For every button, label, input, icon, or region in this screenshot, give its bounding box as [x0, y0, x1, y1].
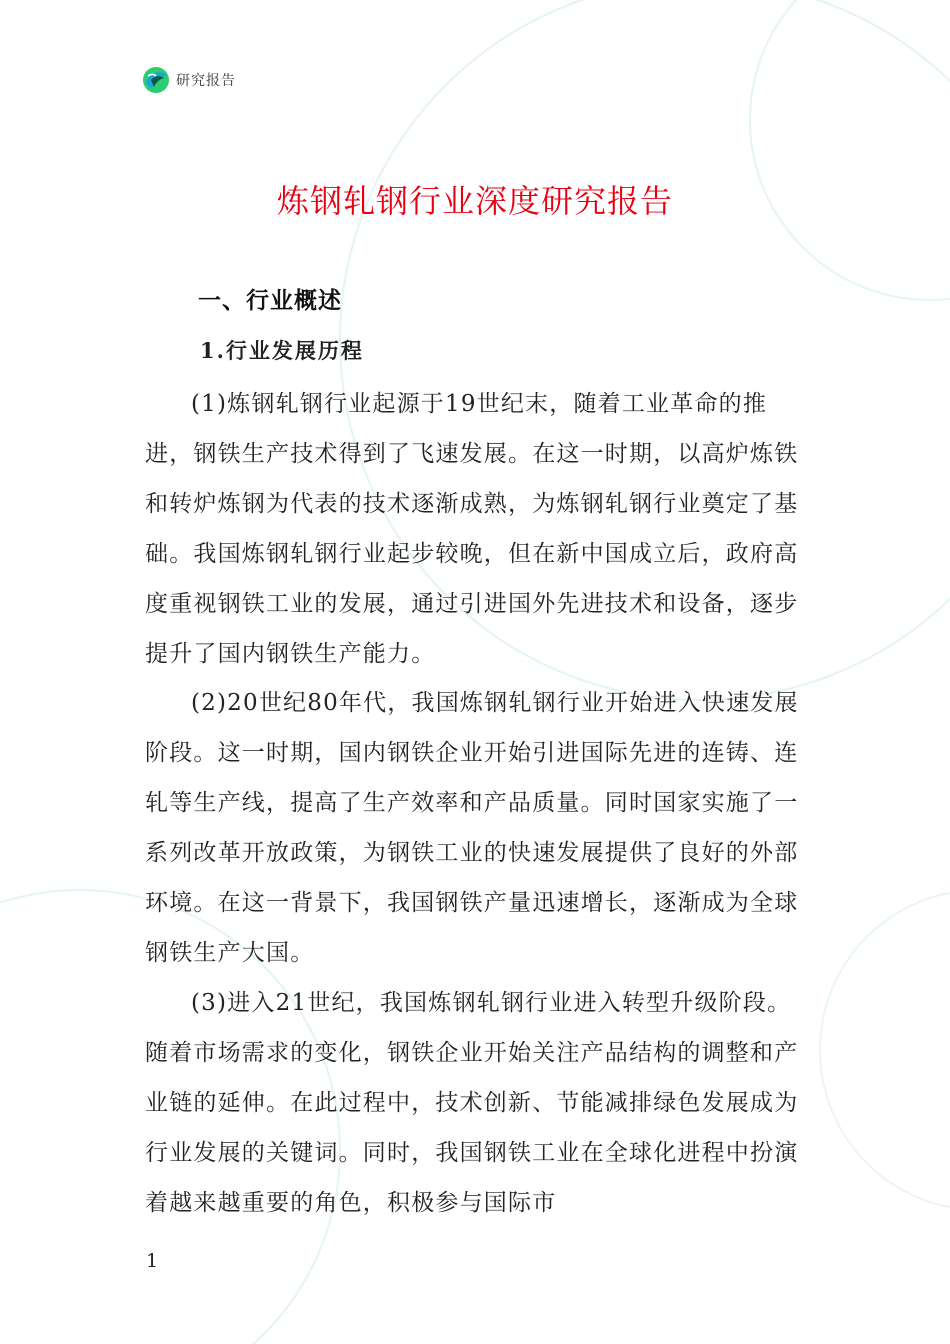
- logo-icon: [142, 66, 170, 94]
- report-header: [142, 66, 236, 94]
- paragraph-2: (2)20世纪80年代，我国炼钢轧钢行业开始进入快速发展阶段。这一时期，国内钢铁企业开始引进国际先进的连铸、连轧等生产线，提高了生产效率和产品质量。同时国家实施了一系列改革开放政策，为钢铁工业的快速发展提供了良好的外部环境。在这一背景下，我国钢铁产量迅速增长，逐渐成为全球钢铁生产大国。: [145, 690, 799, 966]
- header-label: 研究报告: [176, 73, 236, 89]
- paragraph-3: (3)进入21世纪，我国炼钢轧钢行业进入转型升级阶段。随着市场需求的变化，钢铁企业开始关注产品结构的调整和产业链的延伸。在此过程中，技术创新、节能减排绿色发展成为行业发展的关键词。同时，我国钢铁工业在全球化进程中扮演着越来越重要的角色，积极参与国际市: [145, 989, 799, 1216]
- section-heading: 一、行业概述: [198, 288, 342, 314]
- document-title: 炼钢轧钢行业深度研究报告: [276, 182, 673, 220]
- body-text: [145, 380, 807, 1228]
- subsection-heading: 1.行业发展历程: [200, 338, 364, 363]
- page-number: 1: [146, 1250, 159, 1272]
- paragraph-1: (1)炼钢轧钢行业起源于19世纪末，随着工业革命的推进，钢铁生产技术得到了飞速发展。在这一时期，以高炉炼铁和转炉炼钢为代表的技术逐渐成熟，为炼钢轧钢行业奠定了基础。我国炼钢轧钢行业起步较晚，但在新中国成立后，政府高度重视钢铁工业的发展，通过引进国外先进技术和设备，逐步提升了国内钢铁生产能力。: [145, 391, 799, 667]
